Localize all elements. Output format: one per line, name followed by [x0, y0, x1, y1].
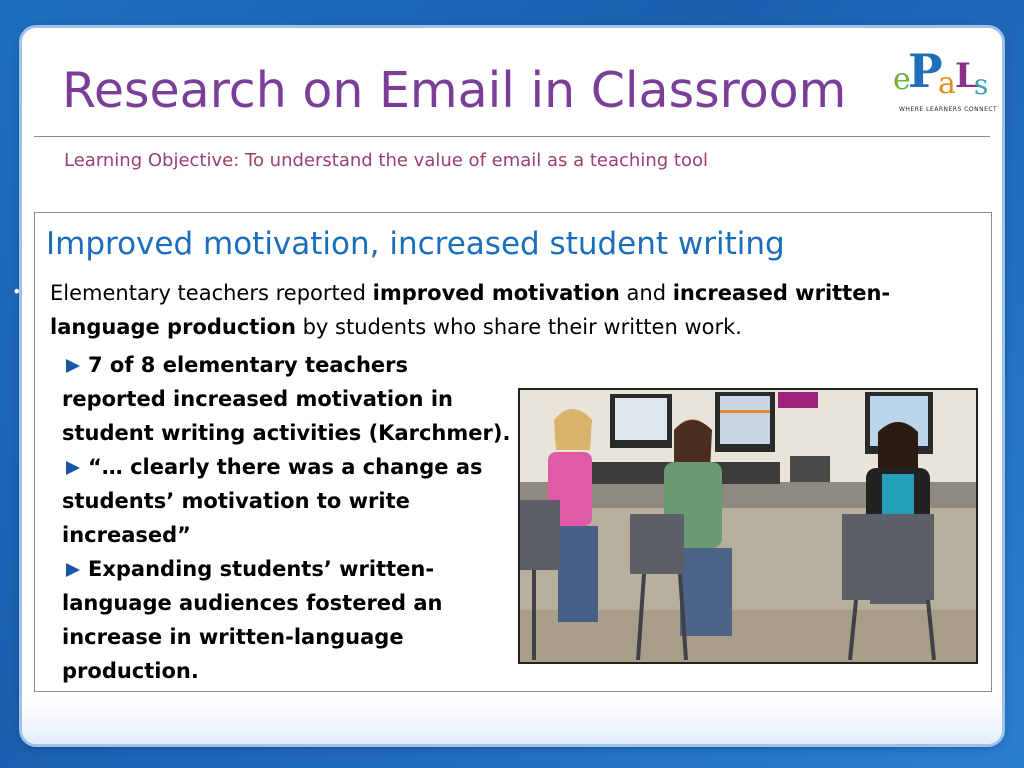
slide-footer-band [22, 700, 1002, 744]
logo-tagline: WHERE LEARNERS CONNECT [899, 106, 998, 113]
intro-text: and [619, 281, 673, 305]
list-item [62, 348, 512, 450]
title-divider [34, 136, 990, 137]
arrow-bullet-icon [66, 359, 80, 373]
arrow-bullet-icon [66, 563, 80, 577]
intro-bold-motivation: improved motivation [372, 281, 620, 305]
intro-bold-production: increased written-language production [50, 281, 891, 339]
classroom-photo [518, 388, 978, 664]
logo-letter-a: a [938, 66, 956, 101]
intro-text: Elementary teachers reported [50, 281, 373, 305]
epals-logo [893, 44, 998, 116]
bullet-text: 7 of 8 elementary teachers reported increased motivation in student writing activities (Karchmer). [62, 353, 511, 445]
logo-letter-s: s [974, 68, 989, 101]
list-item [62, 552, 512, 688]
bullet-dot-icon: • [12, 282, 22, 301]
bullet-list [62, 348, 512, 688]
slide-title: Research on Email in Classroom [62, 62, 847, 119]
arrow-bullet-icon [66, 461, 80, 475]
learning-objective: Learning Objective: To understand the value of email as a teaching tool [64, 150, 708, 171]
bullet-text: “… clearly there was a change as students’ motivation to write increased” [62, 455, 483, 547]
list-item [62, 450, 512, 552]
logo-letter-p: P [908, 44, 943, 98]
logo-letter-l: L [955, 56, 979, 96]
bullet-text: Expanding students’ written-language audiences fostered an increase in written-language production. [62, 557, 443, 683]
intro-paragraph [50, 276, 950, 344]
intro-text: by students who share their written work. [295, 315, 742, 339]
content-heading: Improved motivation, increased student writing [46, 226, 785, 262]
logo-letter-e: e [893, 62, 911, 97]
